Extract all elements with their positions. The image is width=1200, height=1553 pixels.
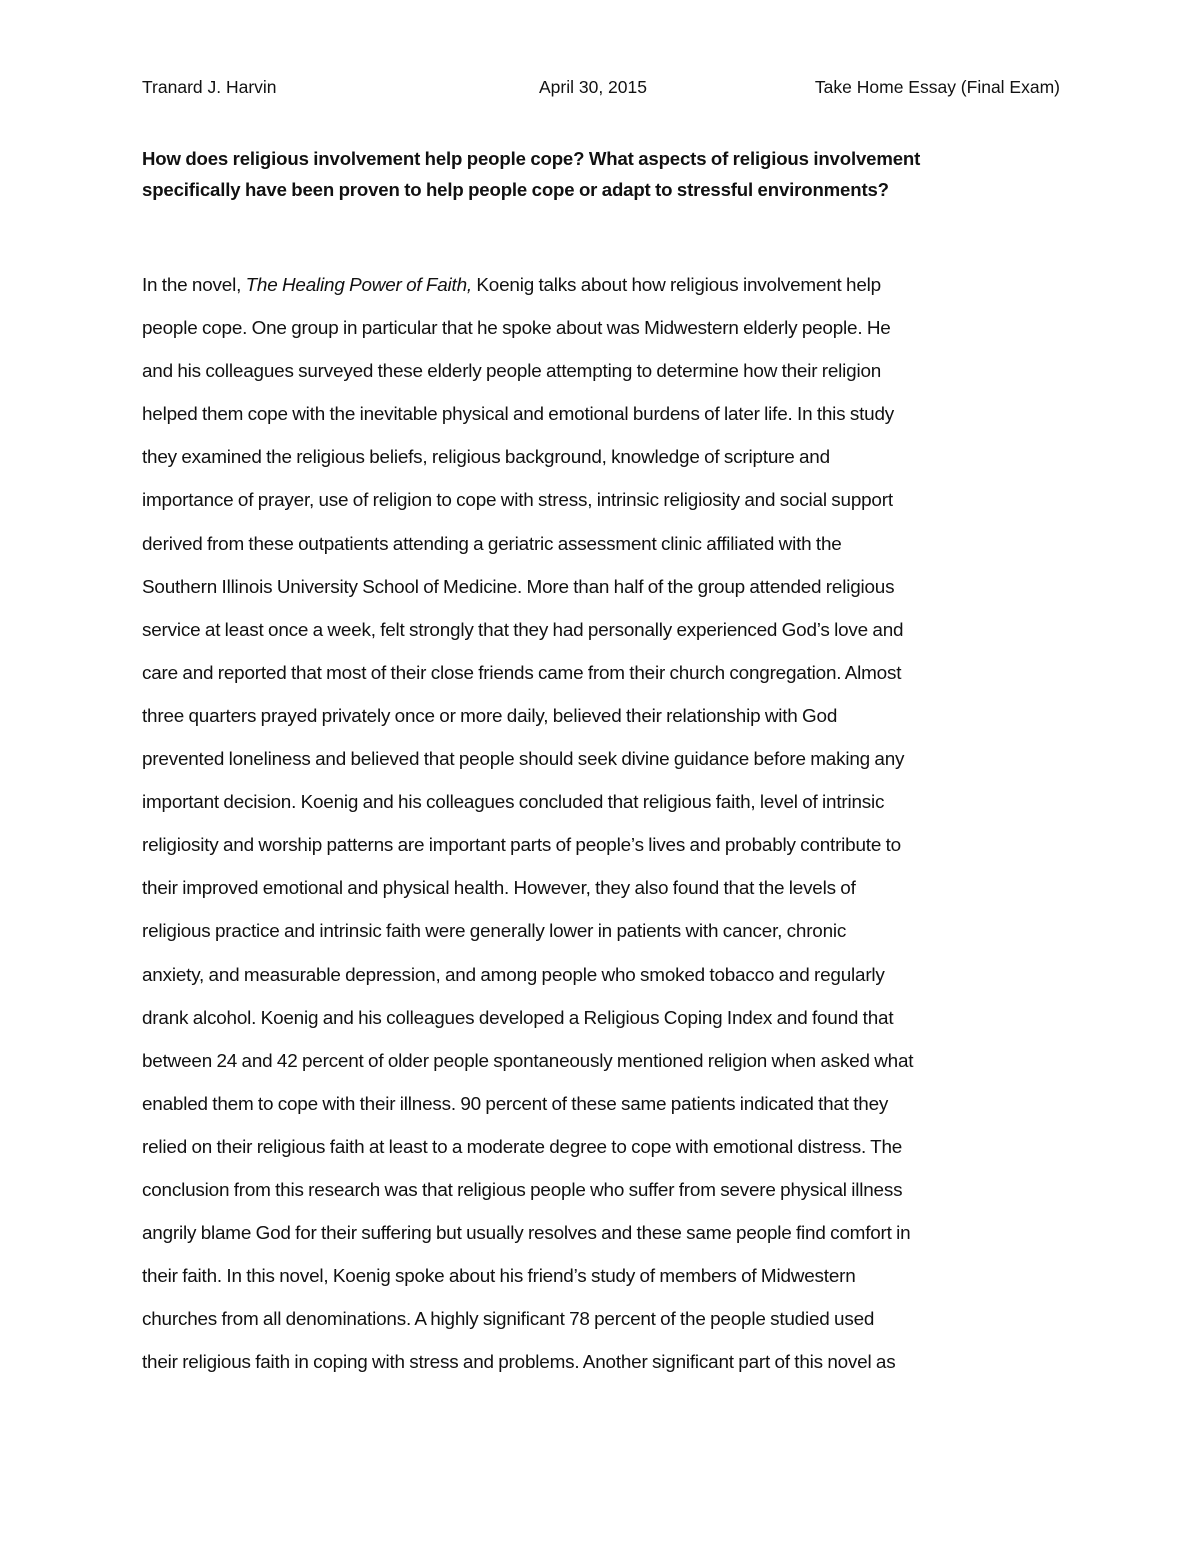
body-line: anxiety, and measurable depression, and among people who smoked tobacco and regularly [142, 964, 885, 986]
body-line: conclusion from this research was that religious people who suffer from severe physical illness [142, 1179, 903, 1201]
body-line: churches from all denominations. A highly significant 78 percent of the people studied used [142, 1309, 875, 1331]
question-line: specifically have been proven to help people cope or adapt to stressful environments? [142, 179, 889, 200]
header-author: Tranard J. Harvin [142, 77, 277, 97]
body-line: important decision. Koenig and his colleagues concluded that religious faith, level of intrinsic [142, 792, 885, 814]
body-line: people cope. One group in particular that he spoke about was Midwestern elderly people. He [142, 318, 891, 340]
body-line: drank alcohol. Koenig and his colleagues developed a Religious Coping Index and found that [142, 1007, 894, 1029]
body-line: their faith. In this novel, Koenig spoke about his friend’s study of members of Midwestern [142, 1266, 856, 1288]
body-line: their religious faith in coping with stress and problems. Another significant part of this novel as [142, 1352, 896, 1374]
header-date: April 30, 2015 [539, 77, 647, 97]
body-line [142, 264, 1060, 307]
body-line: their improved emotional and physical health. However, they also found that the levels of [142, 878, 856, 900]
body-line: between 24 and 42 percent of older people spontaneously mentioned religion when asked what [142, 1050, 914, 1072]
body-line: religious practice and intrinsic faith were generally lower in patients with cancer, chronic [142, 921, 847, 943]
question-line: How does religious involvement help people cope? What aspects of religious involvement [142, 148, 921, 169]
body-line: they examined the religious beliefs, religious background, knowledge of scripture and [142, 447, 830, 469]
essay-question [142, 143, 1060, 205]
essay-body [142, 264, 1060, 1384]
body-line: three quarters prayed privately once or more daily, believed their relationship with God [142, 705, 838, 727]
page-header [142, 74, 1060, 100]
body-line: enabled them to cope with their illness. 90 percent of these same patients indicated that they [142, 1093, 889, 1115]
body-line: derived from these outpatients attending a geriatric assessment clinic affiliated with the [142, 533, 842, 555]
body-line: religiosity and worship patterns are important parts of people’s lives and probably contribute to [142, 835, 901, 857]
body-line: prevented loneliness and believed that people should seek divine guidance before making any [142, 749, 905, 771]
header-assignment: Take Home Essay (Final Exam) [814, 77, 1060, 97]
body-line: helped them cope with the inevitable physical and emotional burdens of later life. In this study [142, 404, 895, 426]
body-line: and his colleagues surveyed these elderly people attempting to determine how their religion [142, 361, 882, 383]
body-line: Southern Illinois University School of Medicine. More than half of the group attended religious [142, 576, 895, 598]
body-line: importance of prayer, use of religion to cope with stress, intrinsic religiosity and social support [142, 490, 893, 512]
body-line-intro: In the novel, [142, 275, 246, 296]
body-line: relied on their religious faith at least to a moderate degree to cope with emotional distress. The [142, 1136, 903, 1158]
book-title: The Healing Power of Faith, [245, 275, 472, 296]
body-line: care and reported that most of their close friends came from their church congregation. Almost [142, 662, 902, 684]
body-line-continuation: Koenig talks about how religious involvement help [471, 275, 881, 296]
body-line: service at least once a week, felt strongly that they had personally experienced God’s love and [142, 619, 904, 641]
body-line: angrily blame God for their suffering but usually resolves and these same people find comfort in [142, 1223, 911, 1245]
